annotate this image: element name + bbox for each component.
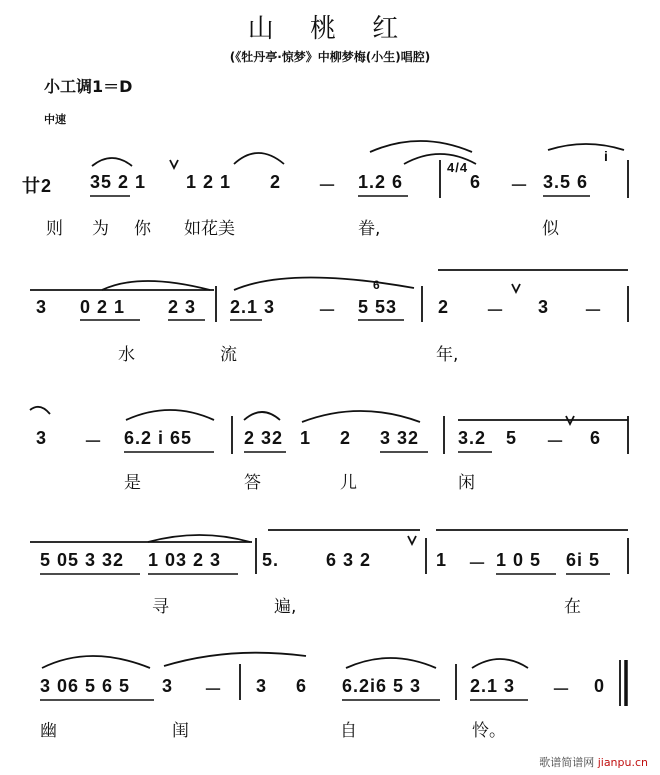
note-group: 3 [538, 297, 550, 317]
subtitle: (《牡丹亭·惊梦》中柳梦梅(小生)唱腔) [229, 50, 431, 64]
note-group: 2.1 3 [230, 297, 276, 317]
note-group: 5 53 [358, 297, 398, 317]
lyric: 在 [564, 597, 581, 617]
note-group: 1 0 5 [496, 550, 542, 570]
note-group: 6.2i6 5 3 [342, 676, 422, 696]
note-group: 3 06 5 6 5 [40, 676, 131, 696]
note-group: 0 [594, 676, 606, 696]
tempo-marking: 中速 [44, 113, 66, 126]
dash: － [486, 301, 505, 321]
time-signature: 4/4 [447, 160, 469, 175]
dash: － [546, 432, 565, 452]
note-group: 2 [270, 172, 282, 192]
note-group: 1 2 1 [186, 172, 232, 192]
note-group: 2 [340, 428, 352, 448]
lyric: 如花美 [184, 219, 235, 239]
note-group: 3.5 6 [543, 172, 589, 192]
note-group: 6 3 2 [326, 550, 372, 570]
note-group: 1 [436, 550, 448, 570]
watermark-url: jianpu.cn [597, 756, 648, 769]
note-group: 0 2 1 [80, 297, 126, 317]
lyric: 幽 [40, 721, 57, 741]
lyric: 怜。 [472, 721, 506, 741]
dash: － [552, 680, 571, 700]
watermark [539, 754, 648, 770]
note-group: 6 [590, 428, 602, 448]
dash: － [584, 301, 603, 321]
note-group: 1.2 6 [358, 172, 404, 192]
lyric: 则 [46, 219, 63, 239]
note-group: 6.2 i 65 [124, 428, 193, 448]
lyric: 遍, [274, 597, 297, 617]
note-group: 2 [438, 297, 450, 317]
lyric: 流 [220, 345, 237, 365]
lyric: 是 [124, 473, 141, 493]
note-group: 6i 5 [566, 550, 601, 570]
grace-note: i [604, 148, 609, 164]
note-group: 2.1 3 [470, 676, 516, 696]
lyric: 自 [340, 721, 357, 741]
lyric: 儿 [340, 473, 357, 493]
lyric: 水 [118, 345, 135, 365]
note-group: 3 [162, 676, 174, 696]
lyric: 眷, [358, 219, 381, 239]
dash: － [510, 176, 529, 196]
key-signature: 小工调1＝D [44, 77, 133, 96]
grace-note: 6 [373, 278, 381, 292]
note-group: 35 2 1 [90, 172, 147, 192]
note-group: 1 03 2 3 [148, 550, 222, 570]
lyric: 寻 [152, 597, 169, 617]
note-group: 3 [36, 428, 48, 448]
dash: － [318, 301, 337, 321]
lyric: 为 [92, 219, 109, 239]
lyric: 闺 [172, 721, 189, 741]
note-group: 3 [256, 676, 268, 696]
dash: － [204, 680, 223, 700]
lyric: 答 [244, 473, 261, 493]
note-group: 廿2 [22, 176, 53, 196]
note-group: 6 [470, 172, 482, 192]
lyric: 似 [542, 219, 559, 239]
lyric: 你 [134, 219, 151, 239]
dash: － [84, 432, 103, 452]
dash: － [318, 176, 337, 196]
note-group: 2 3 [168, 297, 197, 317]
page-title: 山 桃 红 [247, 14, 413, 44]
lyric: 年, [436, 345, 459, 365]
note-group: 2 32 [244, 428, 284, 448]
note-group: 3 [36, 297, 48, 317]
note-group: 1 [300, 428, 312, 448]
note-group: 5. [262, 550, 280, 570]
lyric: 闲 [458, 473, 475, 493]
note-group: 5 05 3 32 [40, 550, 125, 570]
note-group: 3 32 [380, 428, 420, 448]
note-group: 3.2 [458, 428, 487, 448]
dash: － [468, 554, 487, 574]
watermark-name: 歌谱简谱网 [539, 756, 595, 769]
note-group: 6 [296, 676, 308, 696]
note-group: 5 [506, 428, 518, 448]
